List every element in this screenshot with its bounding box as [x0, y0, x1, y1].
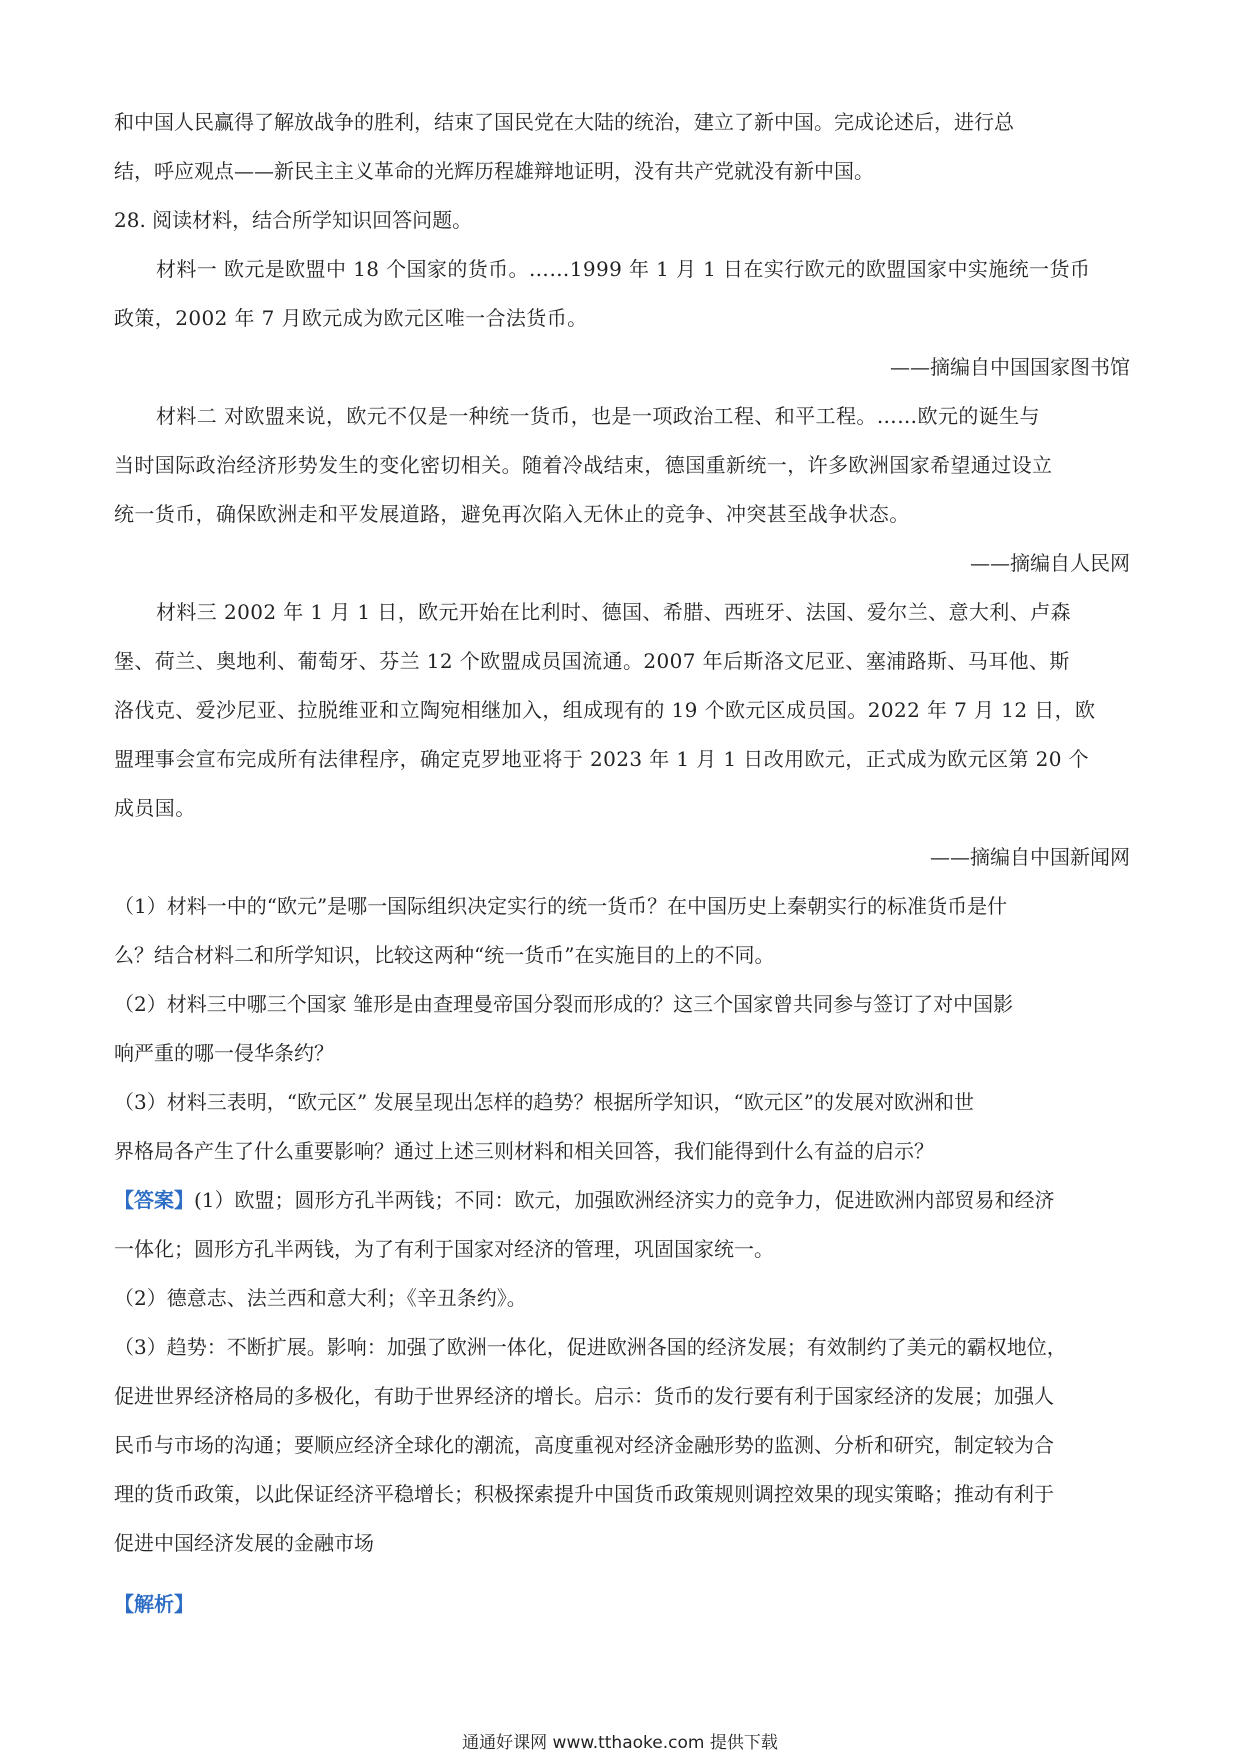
- answer-1-line-1-text: (1）欧盟；圆形方孔半两钱；不同：欧元，加强欧洲经济实力的竞争力，促进欧洲内部贸易和经济: [194, 1188, 1055, 1212]
- answer-1-line-1: [114, 1176, 1130, 1225]
- subquestion-2-line-1: （2）材料三中哪三个国家 雏形是由查理曼帝国分裂而形成的？这三个国家曾共同参与签订了对中国影: [114, 992, 1014, 1016]
- material-2-line-2: 当时国际政治经济形势发生的变化密切相关。随着冷战结束，德国重新统一，许多欧洲国家希望通过设立: [114, 453, 1053, 477]
- material-3-line-5: 成员国。: [114, 796, 196, 820]
- material-1-line-2: 政策，2002 年 7 月欧元成为欧元区唯一合法货币。: [114, 306, 588, 330]
- analysis-heading: [114, 1580, 1130, 1629]
- subquestion-3-line-1: （3）材料三表明，“欧元区” 发展呈现出怎样的趋势？根据所学知识，“欧元区”的发展对欧洲和世: [114, 1090, 974, 1114]
- intro-line-2: 结，呼应观点——新民主主义革命的光辉历程雄辩地证明，没有共产党就没有新中国。: [114, 159, 874, 183]
- answer-3-line-4: 理的货币政策，以此保证经济平稳增长；积极探索提升中国货币政策规则调控效果的现实策略；推动有利于: [114, 1482, 1054, 1506]
- subquestion-1-line-1: （1）材料一中的“欧元”是哪一国际组织决定实行的统一货币？在中国历史上秦朝实行的标准货币是什: [114, 894, 1008, 918]
- material-2-line-3: 统一货币，确保欧洲走和平发展道路，避免再次陷入无休止的竞争、冲突甚至战争状态。: [114, 502, 910, 526]
- subquestion-1-line-2: 么？结合材料二和所学知识，比较这两种“统一货币”在实施目的上的不同。: [114, 943, 775, 967]
- answer-3-line-2: 促进世界经济格局的多极化，有助于世界经济的增长。启示：货币的发行要有利于国家经济的发展；加强人: [114, 1384, 1054, 1408]
- subquestions: [114, 882, 1130, 1176]
- material-1: [114, 245, 1130, 392]
- subquestion-2-line-2: 响严重的哪一侵华条约？: [114, 1041, 334, 1065]
- material-2-source: ——摘编自人民网: [970, 551, 1130, 575]
- answer-section: [114, 1176, 1130, 1568]
- material-3-line-4: 盟理事会宣布完成所有法律程序，确定克罗地亚将于 2023 年 1 月 1 日改用欧元，正式成为欧元区第 20 个: [114, 747, 1090, 771]
- material-2-line-1: 材料二 对欧盟来说，欧元不仅是一种统一货币，也是一项政治工程、和平工程。……欧元的诞生与: [156, 404, 1040, 428]
- answer-3-line-3: 民币与市场的沟通；要顺应经济全球化的潮流，高度重视对经济金融形势的监测、分析和研究，制定较为合: [114, 1433, 1054, 1457]
- question-stem: 28. 阅读材料，结合所学知识回答问题。: [114, 208, 473, 232]
- page-footer: 通通好课网 www.tthaoke.com 提供下载: [462, 1733, 778, 1753]
- material-3: [114, 588, 1130, 882]
- answer-1-line-2: 一体化；圆形方孔半两钱，为了有利于国家对经济的管理，巩固国家统一。: [114, 1237, 774, 1261]
- material-2: [114, 392, 1130, 588]
- spacer: [114, 1568, 1130, 1580]
- material-1-line-1: 材料一 欧元是欧盟中 18 个国家的货币。……1999 年 1 月 1 日在实行欧元的欧盟国家中实施统一货币: [156, 257, 1091, 281]
- subquestion-3-line-2: 界格局各产生了什么重要影响？通过上述三则材料和相关回答，我们能得到什么有益的启示？: [114, 1139, 934, 1163]
- material-3-line-3: 洛伐克、爱沙尼亚、拉脱维亚和立陶宛相继加入，组成现有的 19 个欧元区成员国。2022 年 7 月 12 日，欧: [114, 698, 1096, 722]
- material-3-source: ——摘编自中国新闻网: [930, 845, 1130, 869]
- material-1-source: ——摘编自中国国家图书馆: [890, 355, 1130, 379]
- material-3-line-2: 堡、荷兰、奥地利、葡萄牙、芬兰 12 个欧盟成员国流通。2007 年后斯洛文尼亚、塞浦路斯、马耳他、斯: [114, 649, 1070, 673]
- answer-3-line-1: （3）趋势：不断扩展。影响：加强了欧洲一体化，促进欧洲各国的经济发展；有效制约了美元的霸权地位，: [114, 1335, 1067, 1359]
- answer-3-line-5: 促进中国经济发展的金融市场: [114, 1531, 374, 1555]
- answer-2: （2）德意志、法兰西和意大利；《辛丑条约》。: [114, 1286, 527, 1310]
- answer-label: 【答案】: [114, 1188, 194, 1212]
- intro-line-1: 和中国人民赢得了解放战争的胜利，结束了国民党在大陆的统治，建立了新中国。完成论述后，进行总: [114, 110, 1014, 134]
- analysis-label: 【解析】: [114, 1592, 194, 1616]
- material-3-line-1: 材料三 2002 年 1 月 1 日，欧元开始在比利时、德国、希腊、西班牙、法国、爱尔兰、意大利、卢森: [156, 600, 1071, 624]
- document-body: [114, 98, 1130, 1629]
